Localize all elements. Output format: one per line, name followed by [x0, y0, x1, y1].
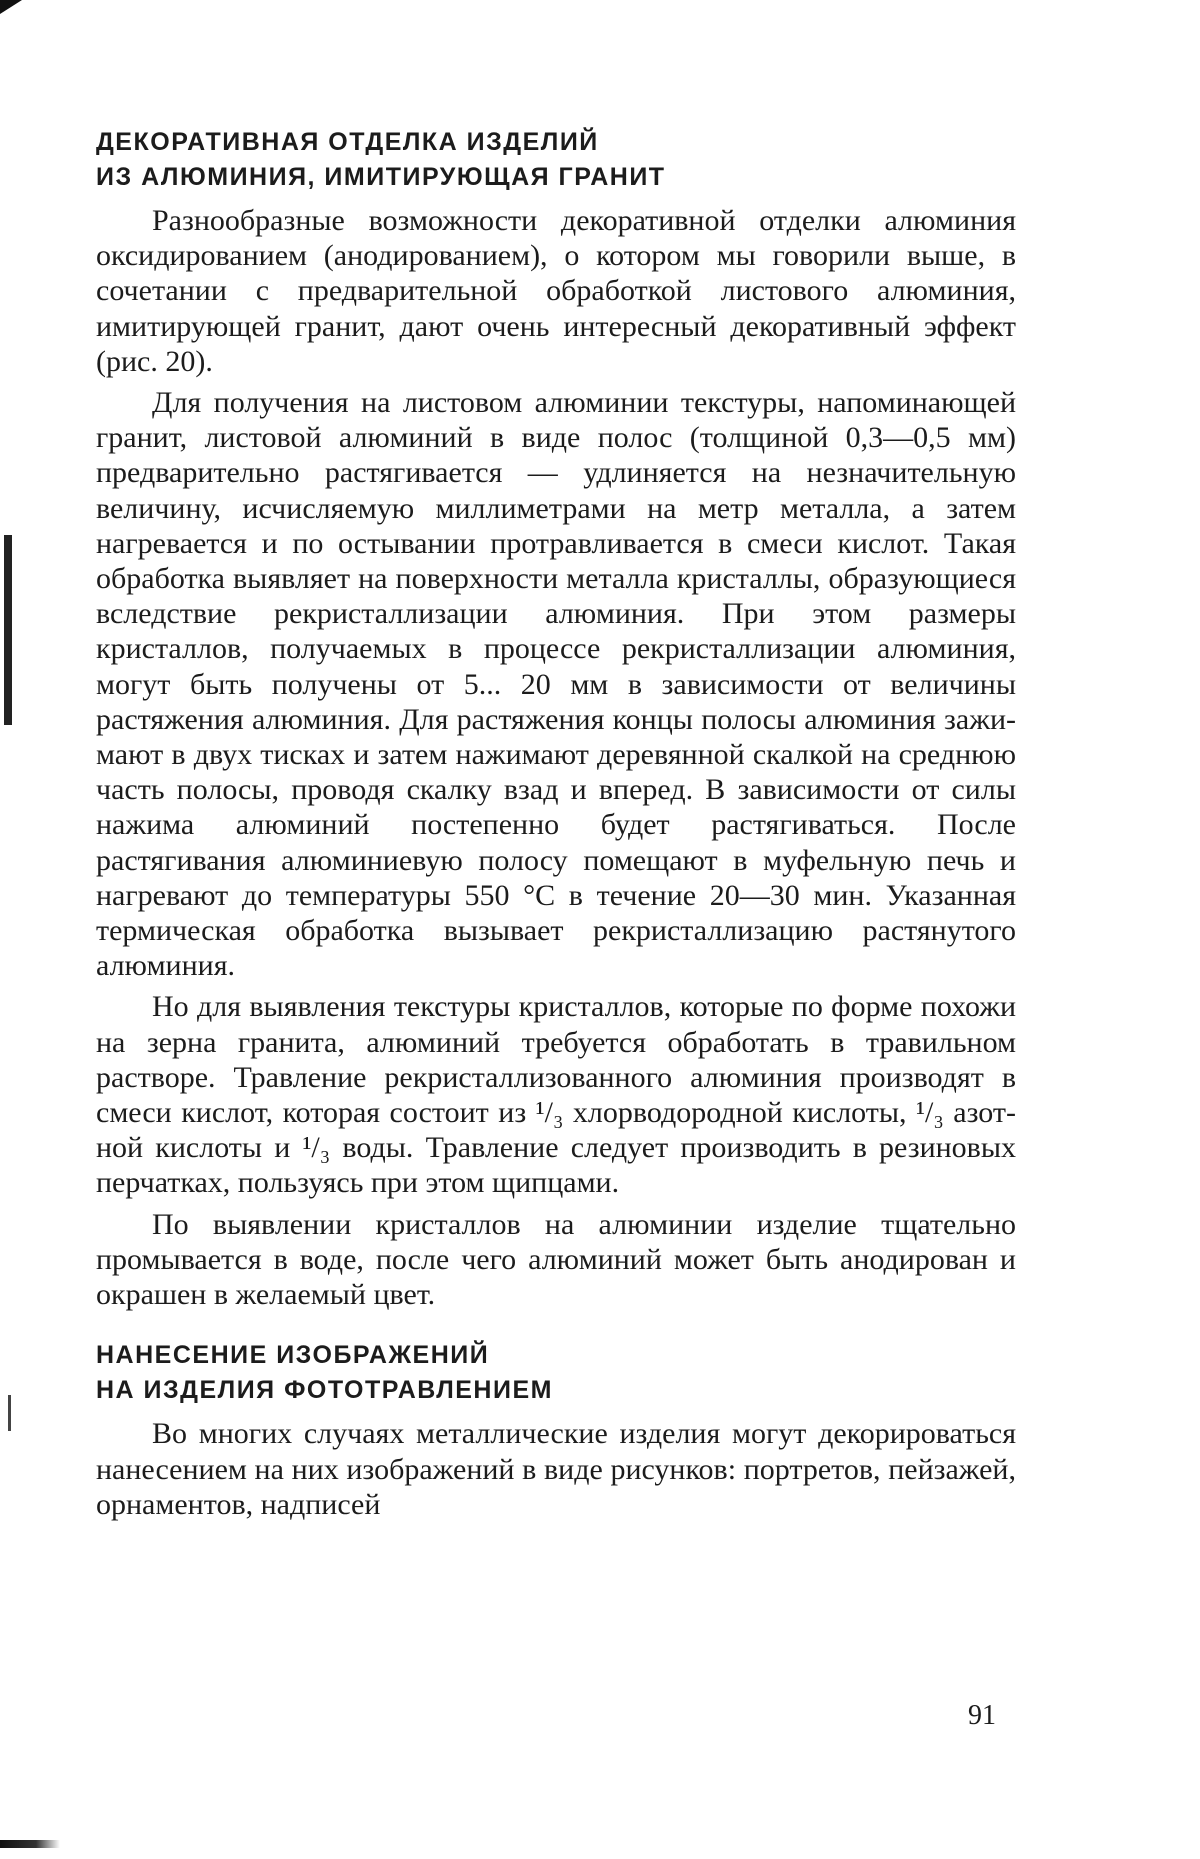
section-heading-photo-etching: [96, 1338, 1016, 1408]
scan-artifact-bottom-corner: [0, 1840, 60, 1848]
paragraph: Разнообразные возможности декоративной отделки алюминия оксидированием (анодированием), о котором мы говорили выше, в сочетании с предварительной обработкой листового алюминия, имитирующей гранит, дают очень интересный декоративный эффект (рис. 20).: [96, 204, 1016, 378]
heading-line: ИЗ АЛЮМИНИЯ, ИМИТИРУЮЩАЯ ГРАНИТ: [96, 163, 666, 191]
heading-line: ДЕКОРАТИВНАЯ ОТДЕЛКА ИЗДЕЛИЙ: [96, 128, 599, 156]
paragraph: По выявлении кристаллов на алюминии изделие тщательно промывается в воде, после чего алюминий может быть анодирован и окрашен в желаемый цвет.: [96, 1207, 1016, 1312]
book-page: [96, 125, 1016, 1528]
heading-line: НАНЕСЕНИЕ ИЗОБРАЖЕНИЙ: [96, 1341, 490, 1370]
paragraph: Для получения на листовом алюминии текстуры, напоминающей гранит, листовой алюминий в виде полос (толщиной 0,3—0,5 мм) предварительно растягивается — удлиняется на незначительную величину, исчисляемую миллиметрами на метр металла, а затем нагревается и по остывании протравливается в смеси кислот. Такая обработка выявляет на поверхности металла кристаллы, образующиеся вследствие рекристаллизации алюминия. При этом размеры кристаллов, получаемых в процессе рекристаллизации алюминия, могут быть получены от 5... 20 мм в зависимости от величины растяжения алюминия. Для растяжения концы полосы алюминия зажимают в двух тисках и затем нажимают деревянной скалкой на среднюю часть полосы, проводя скалку взад и вперед. В зависимости от силы нажима алюминий постепенно будет растягиваться. После растягивания алюминиевую полосу помещают в муфельную печь и нагревают до температуры 550 °С в течение 20—30 мин. Указанная термическая обработка вызывает рекристаллизацию растянутого алюминия.: [96, 386, 1016, 983]
paragraph: Но для выявления текстуры кристаллов, которые по форме похожи на зерна гранита, алюминий требуется обработать в травильном растворе. Травление рекристаллизованного алюминия производят в смеси кислот, которая состоит из ¹/₃ хлорводородной кислоты, ¹/₃ азотной кислоты и ¹/₃ воды. Травление следует производить в резиновых перчатках, пользуясь при этом щипцами.: [96, 990, 1016, 1200]
heading-line: НА ИЗДЕЛИЯ ФОТОТРАВЛЕНИЕМ: [96, 1376, 553, 1405]
section-heading-granite: [96, 125, 1016, 195]
scan-artifact-left-tick: [8, 1395, 11, 1431]
scan-artifact-top-corner: [0, 0, 22, 14]
paragraph: Во многих случаях металлические изделия могут декорироваться нанесением на них изображений в виде рисунков: портретов, пейзажей, орнаментов, надписей: [96, 1417, 1016, 1521]
page-number: 91: [968, 1700, 996, 1731]
scan-artifact-left-edge: [4, 535, 12, 725]
